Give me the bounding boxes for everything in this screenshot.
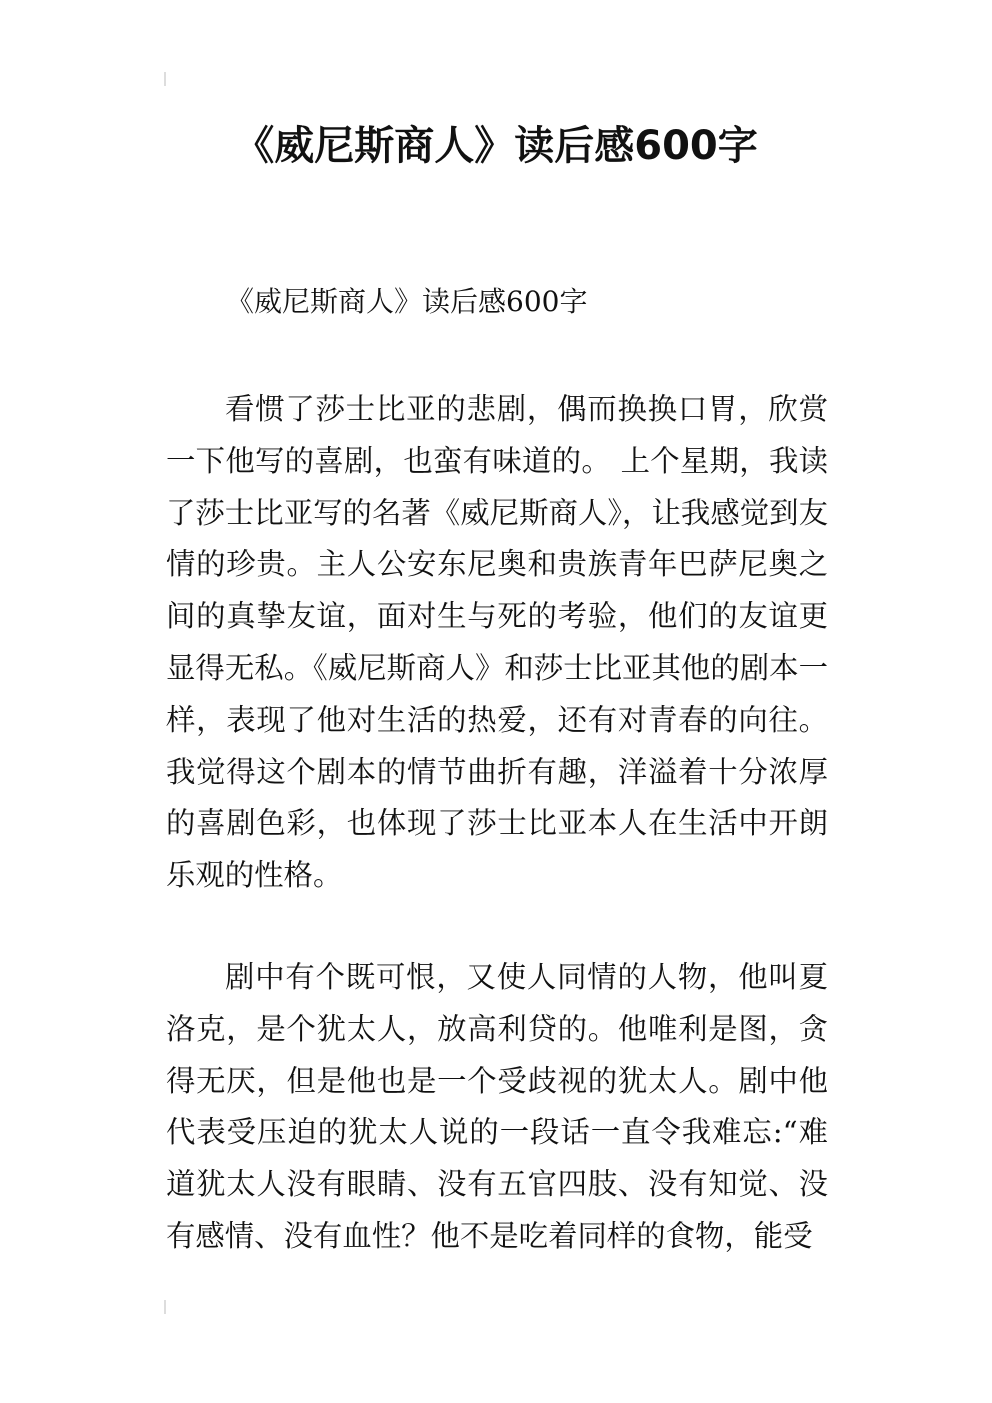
paragraph-2: 剧中有个既可恨，又使人同情的人物，他叫夏洛克，是个犹太人，放高利贷的。他唯利是图，贪得无厌，但是他也是一个受歧视的犹太人。剧中他代表受压迫的犹太人说的一段话一直令我难忘:“难道犹太人没有眼睛、没有五官四肢、没有知觉、没有感情、没有血性？他不是吃着同样的食物，能受 [166, 960, 828, 1253]
page-title: 《威尼斯商人》读后感600字 [234, 123, 758, 169]
document-subtitle: 《威尼斯商人》读后感600字 [226, 285, 588, 318]
margin-mark [164, 1300, 166, 1314]
margin-mark [164, 72, 166, 86]
paragraph-1: 看惯了莎士比亚的悲剧，偶而换换口胃，欣赏一下他写的喜剧，也蛮有味道的。 上个星期，我读了莎士比亚写的名著《威尼斯商人》，让我感觉到友情的珍贵。主人公安东尼奥和贵族青年巴萨尼奥之间的真挚友谊，面对生与死的考验，他们的友谊更显得无私。《威尼斯商人》和莎士比亚其他的剧本一样，表现了他对生活的热爱，还有对青春的向往。我觉得这个剧本的情节曲折有趣，洋溢着十分浓厚的喜剧色彩，也体现了莎士比亚本人在生活中开朗乐观的性格。 [166, 392, 828, 893]
